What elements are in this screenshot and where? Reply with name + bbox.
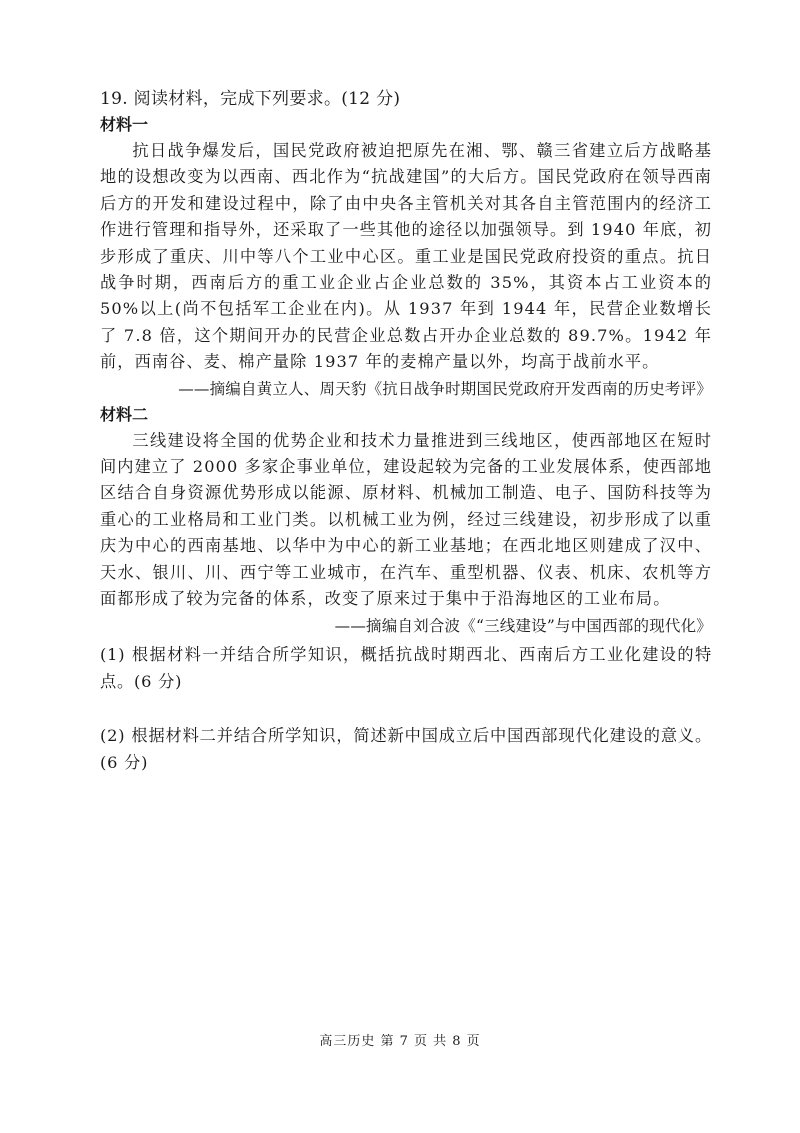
question-title: 19. 阅读材料，完成下列要求。(12 分): [100, 89, 401, 109]
material-2-source: ——摘编自刘合波《“三线建设”与中国西部的现代化》: [334, 616, 712, 635]
exam-question-19: [100, 86, 712, 776]
page-footer: 高三历史 第 7 页 共 8 页: [319, 1034, 481, 1049]
material-2-heading: 材料二: [100, 404, 149, 424]
material-2-body: 三线建设将全国的优势企业和技术力量推进到三线地区，使西部地区在短时间内建立了 2000 多家企事业单位，建设起较为完备的工业发展体系，使西部地区结合自身资源优势形成以能源、原材料、机械加工制造、电子、国防科技等为重心的工业格局和工业门类。以机械工业为例，经过三线建设，初步形成了以重庆为中心的西南基地、以华中为中心的新工业基地；在西北地区则建成了汉中、天水、银川、川、西宁等工业城市，在汽车、重型机器、仪表、机床、农机等方面都形成了较为完备的体系，改变了原来过于集中于沿海地区的工业布局。: [100, 430, 712, 609]
sub-question-2: (2) 根据材料二并结合所学知识，简述新中国成立后中国西部现代化建设的意义。(6 分): [100, 725, 712, 772]
material-1-body: 抗日战争爆发后，国民党政府被迫把原先在湘、鄂、赣三省建立后方战略基地的设想改变为以西南、西北作为“抗战建国”的大后方。国民党政府在领导西南后方的开发和建设过程中，除了由中央各主管机关对其各自主管范围内的经济工作进行管理和指导外，还采取了一些其他的途径以加强领导。到 1940 年底，初步形成了重庆、川中等八个工业中心区。重工业是国民党政府投资的重点。抗日战争时期，西南后方的重工业企业占企业总数的 35%，其资本占工业资本的 50%以上(尚不包括军工企业在内)。从 1937 年到 1944 年，民营企业数增长了 7.8 倍，这个期间开办的民营企业总数占开办企业总数的 89.7%。1942 年前，西南谷、麦、棉产量除 1937 年的麦棉产量以外，均高于战前水平。: [100, 141, 712, 372]
sub-question-1: (1) 根据材料一并结合所学知识，概括抗战时期西北、西南后方工业化建设的特点。(6 分): [100, 644, 712, 691]
material-1-heading: 材料一: [100, 115, 149, 134]
material-1-source: ——摘编自黄立人、周天豹《抗日战争时期国民党政府开发西南的历史考评》: [178, 379, 712, 398]
